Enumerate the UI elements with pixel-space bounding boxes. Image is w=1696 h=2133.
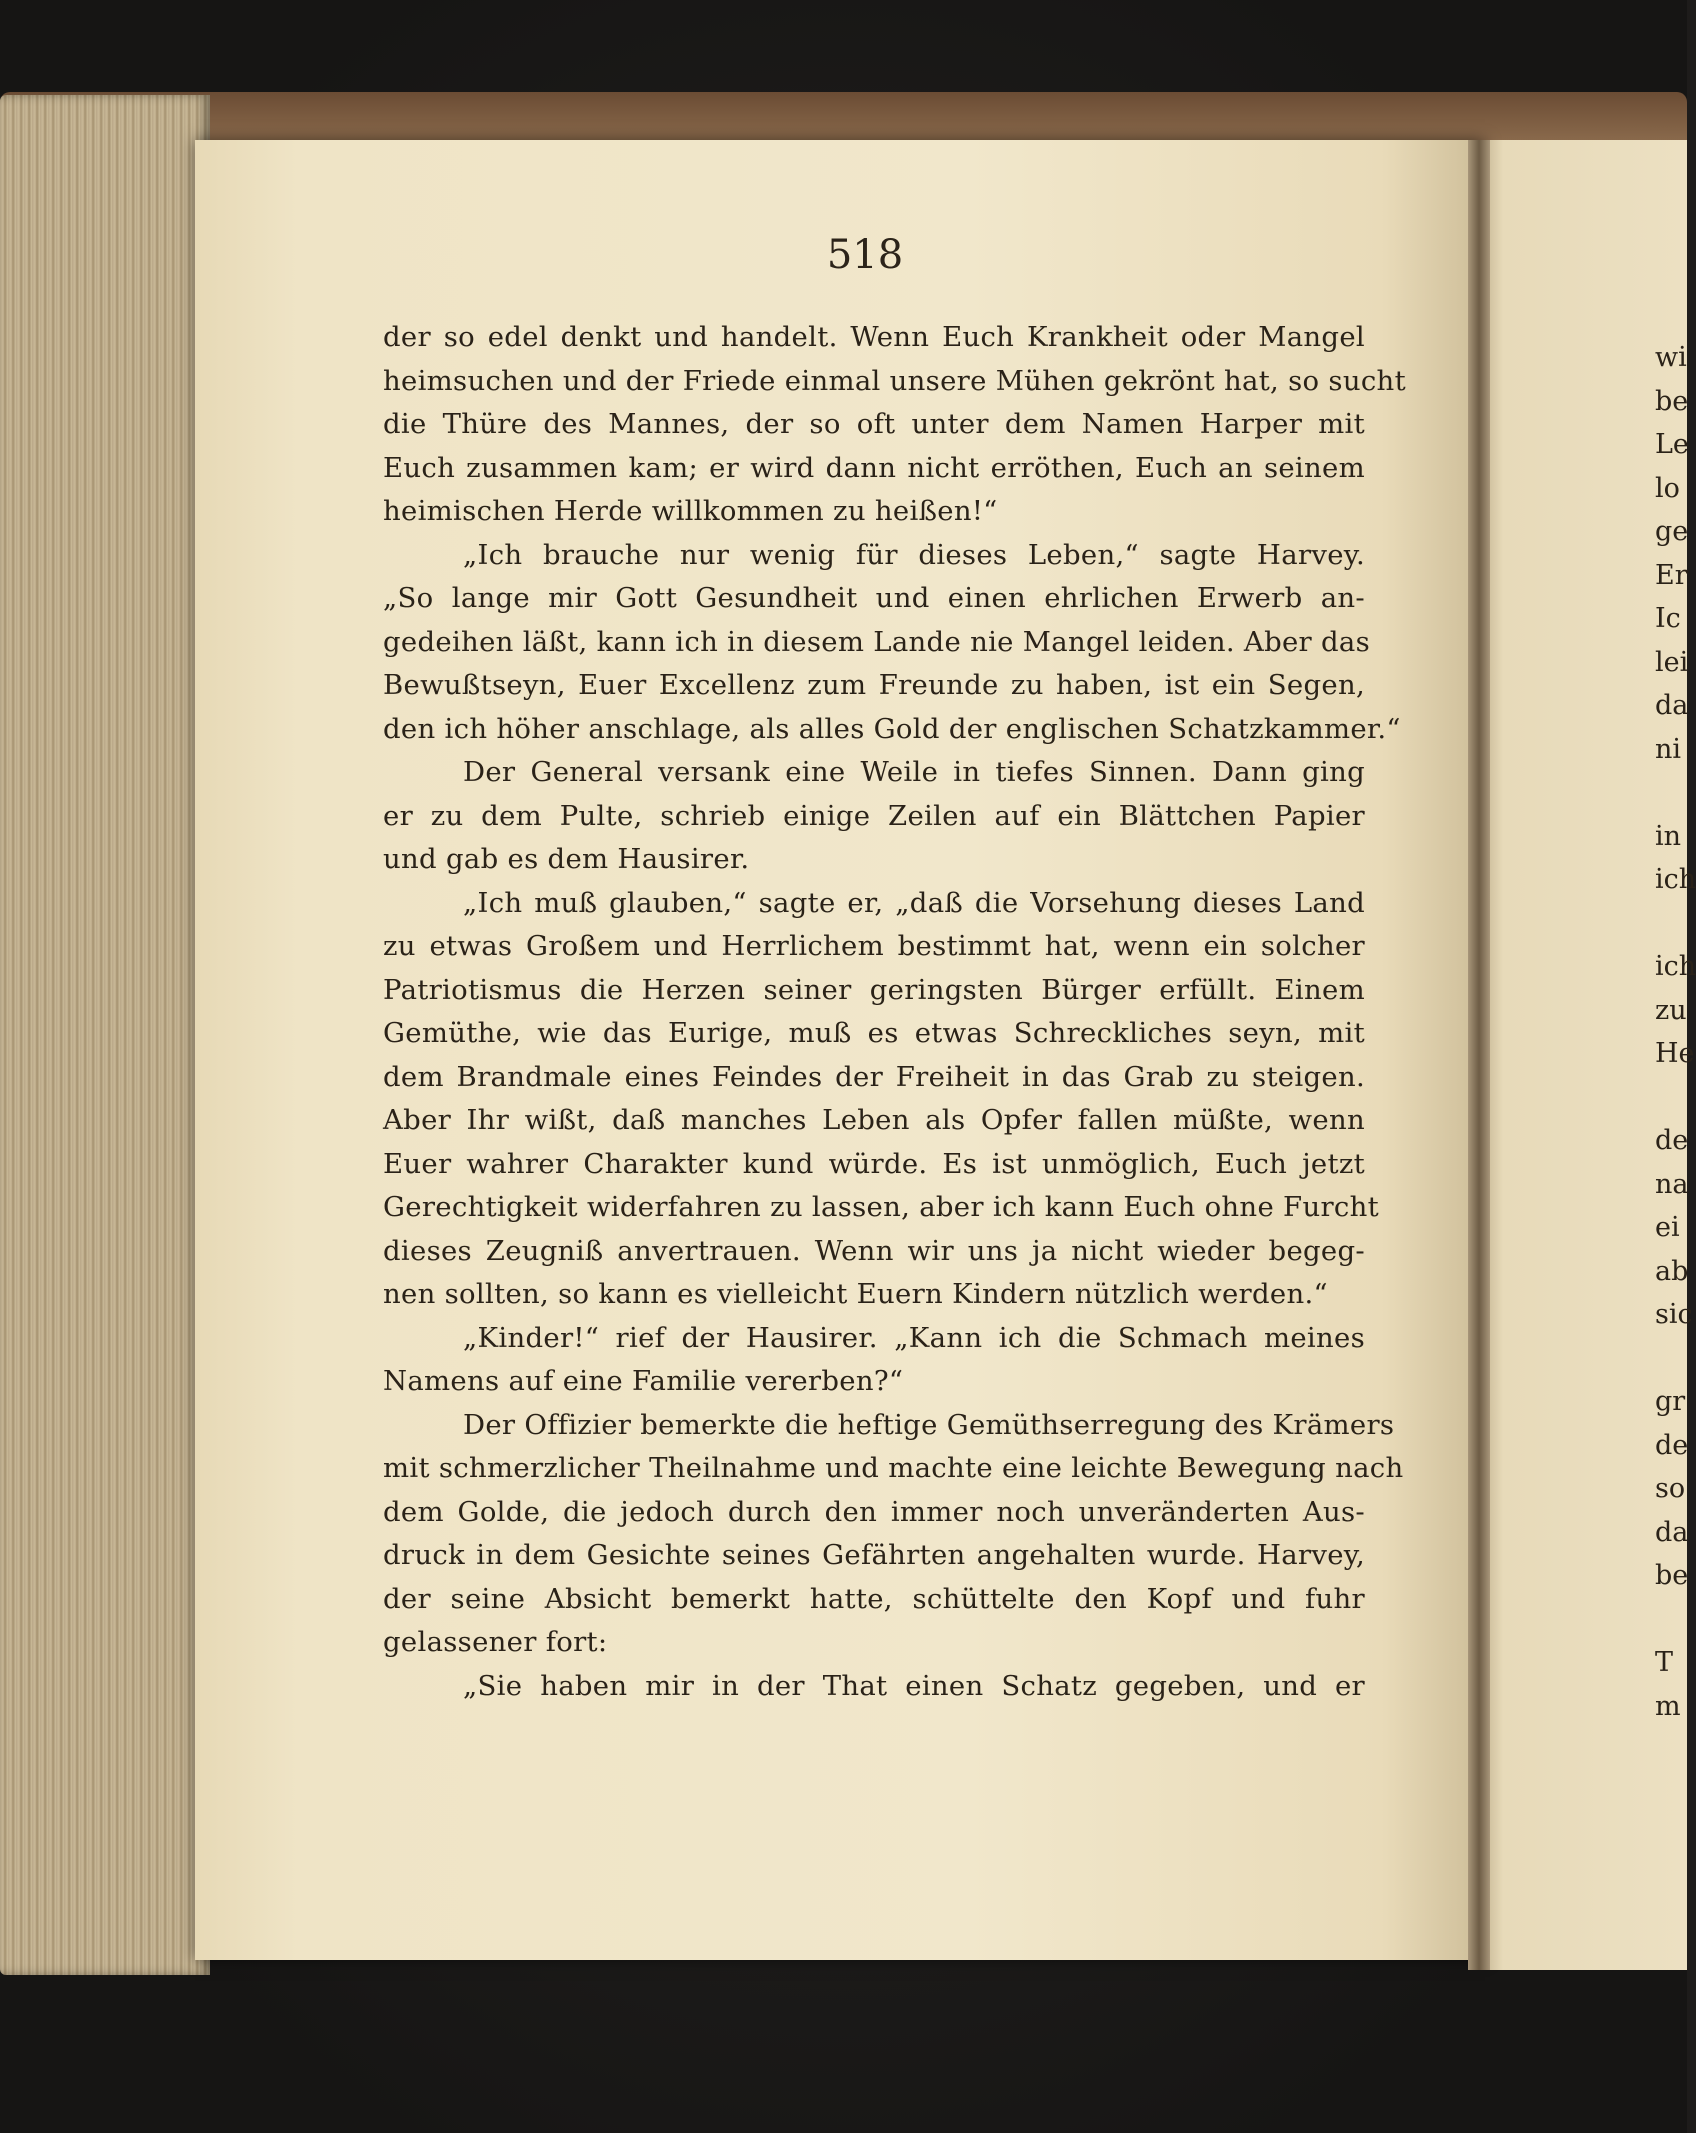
- text-line: Gemüthe, wie das Eurige, muß es etwas Schreckliches seyn, mit: [383, 1017, 1365, 1049]
- facing-page-fragment: ich: [1655, 951, 1696, 982]
- text-line: „Ich brauche nur wenig für dieses Leben,“ sagte Harvey.: [463, 538, 1365, 571]
- facing-page-fragment: da: [1655, 1516, 1689, 1548]
- text-line: und gab es dem Hausirer.: [383, 843, 750, 875]
- text-line: „Sie haben mir in der That einen Schatz gegeben, und er: [463, 1669, 1365, 1702]
- text-line: die Thüre des Mannes, der so oft unter dem Namen Harper mit: [383, 408, 1365, 440]
- text-line: Euer wahrer Charakter kund würde. Es ist unmöglich, Euch jetzt: [383, 1147, 1365, 1180]
- text-line: mit schmerzlicher Theilnahme und machte eine leichte Bewegung nach: [383, 1452, 1404, 1484]
- facing-page-fragment: ich: [1655, 864, 1696, 895]
- text-line: dem Golde, die jedoch durch den immer noch unveränderten Aus-: [383, 1495, 1365, 1528]
- text-line: dem Brandmale eines Feindes der Freiheit in das Grab zu steigen.: [383, 1060, 1365, 1093]
- text-line: Bewußtseyn, Euer Excellenz zum Freunde zu haben, ist ein Segen,: [383, 669, 1365, 701]
- text-line: er zu dem Pulte, schrieb einige Zeilen auf ein Blättchen Papier: [383, 799, 1365, 832]
- facing-page-fragment: m: [1655, 1690, 1681, 1722]
- facing-page-fragment: [1655, 1337, 1687, 1381]
- facing-page-fragment: ge: [1655, 516, 1689, 547]
- book-gutter: [1468, 140, 1490, 1970]
- page-number: 518: [826, 232, 904, 278]
- facing-page-fragment: sic: [1655, 1299, 1693, 1330]
- facing-page-fragment: ab: [1655, 1255, 1689, 1287]
- text-line: gedeihen läßt, kann ich in diesem Lande nie Mangel leiden. Aber das: [383, 625, 1371, 658]
- facing-page-fragment: na: [1655, 1168, 1689, 1200]
- facing-page-fragment: de: [1655, 1125, 1689, 1156]
- text-line: Patriotismus die Herzen seiner geringsten Bürger erfüllt. Einem: [383, 973, 1365, 1006]
- book-cover-edge: [0, 92, 1687, 142]
- facing-page-fragment: zu: [1655, 994, 1687, 1026]
- text-line: Euch zusammen kam; er wird dann nicht erröthen, Euch an seinem: [383, 451, 1365, 484]
- text-line: zu etwas Großem und Herrlichem bestimmt hat, wenn ein solcher: [383, 930, 1365, 962]
- text-line: heimischen Herde willkommen zu heißen!“: [383, 495, 998, 527]
- facing-page-fragments: [1655, 336, 1696, 1728]
- facing-page-fragment: Le: [1655, 429, 1689, 460]
- facing-page-fragment: Er: [1655, 559, 1688, 591]
- facing-page-fragment: wi: [1655, 342, 1687, 373]
- facing-page-fragment: ni: [1655, 733, 1682, 765]
- facing-page-fragment: de: [1655, 1429, 1689, 1461]
- text-line: „So lange mir Gott Gesundheit und einen ehrlichen Erwerb an-: [383, 582, 1365, 614]
- facing-page-fragment: [1655, 771, 1687, 815]
- facing-page-fragment: so: [1655, 1473, 1686, 1504]
- text-line: der so edel denkt und handelt. Wenn Euch Krankheit oder Mangel: [383, 321, 1365, 353]
- text-line: „Kinder!“ rief der Hausirer. „Kann ich die Schmach meines: [463, 1321, 1365, 1354]
- facing-page-fragment: lei: [1655, 646, 1689, 678]
- facing-page-fragment: gr: [1655, 1386, 1686, 1417]
- text-line: nen sollten, so kann es vielleicht Euern Kindern nützlich werden.“: [383, 1278, 1328, 1310]
- facing-page-fragment: He: [1655, 1038, 1695, 1069]
- facing-page-fragment: [1655, 1076, 1687, 1120]
- facing-page-fragment: [1655, 902, 1687, 946]
- text-line: Gerechtigkeit widerfahren zu lassen, aber ich kann Euch ohne Furcht: [383, 1191, 1379, 1223]
- facing-page-fragment: be: [1655, 385, 1689, 417]
- text-line: heimsuchen und der Friede einmal unsere Mühen gekrönt hat, so sucht: [383, 364, 1406, 397]
- facing-page-fragment: [1655, 1598, 1687, 1642]
- text-line: der seine Absicht bemerkt hatte, schüttelte den Kopf und fuhr: [383, 1582, 1365, 1615]
- facing-page-fragment: T: [1655, 1647, 1674, 1678]
- facing-page-fragment: ei: [1655, 1212, 1680, 1243]
- text-line: den ich höher anschlage, als alles Gold der englischen Schatzkammer.“: [383, 712, 1401, 745]
- facing-page-fragment: da: [1655, 690, 1689, 721]
- page-stack-edge: [0, 95, 210, 1975]
- facing-page-fragment: in: [1655, 820, 1682, 852]
- facing-page-fragment: Ic: [1655, 603, 1681, 634]
- text-line: druck in dem Gesichte seines Gefährten angehalten wurde. Harvey,: [383, 1539, 1365, 1571]
- text-line: Namens auf eine Familie vererben?“: [383, 1365, 904, 1397]
- text-line: Der General versank eine Weile in tiefes Sinnen. Dann ging: [463, 756, 1365, 788]
- facing-page-fragment: lo: [1655, 472, 1680, 504]
- text-line: Der Offizier bemerkte die heftige Gemüthserregung des Krämers: [463, 1408, 1395, 1441]
- facing-page-fragment: be: [1655, 1560, 1689, 1591]
- text-line: Aber Ihr wißt, daß manches Leben als Opfer fallen müßte, wenn: [383, 1104, 1365, 1136]
- text-line: gelassener fort:: [383, 1626, 608, 1658]
- text-line: „Ich muß glauben,“ sagte er, „daß die Vorsehung dieses Land: [463, 886, 1365, 919]
- page-body-text: [383, 316, 1406, 1708]
- text-line: dieses Zeugniß anvertrauen. Wenn wir uns ja nicht wieder begeg-: [383, 1234, 1365, 1267]
